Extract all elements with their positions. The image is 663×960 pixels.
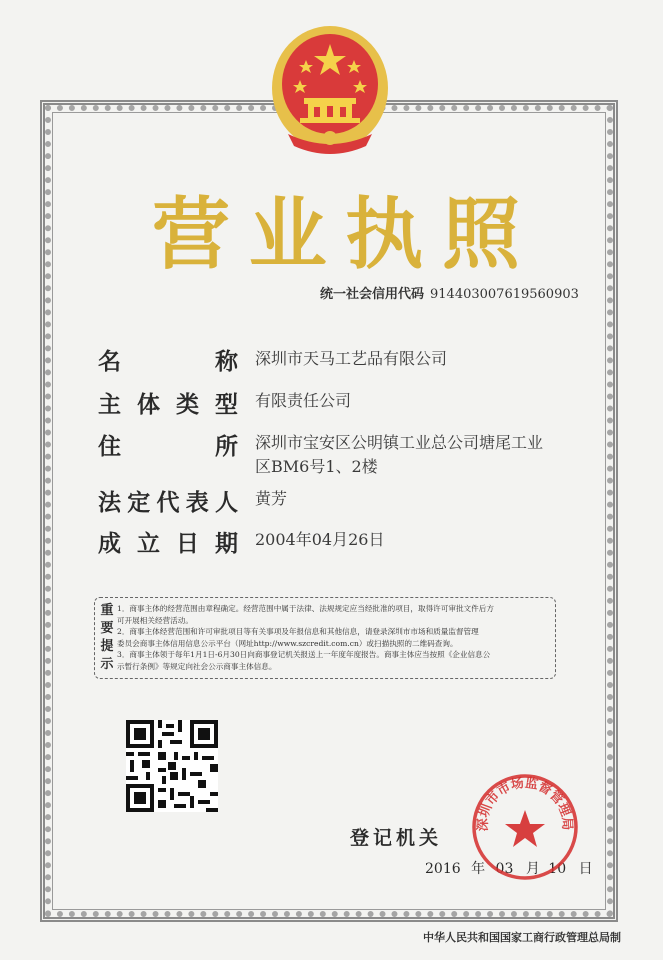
- field-value-representative: 黄芳: [255, 489, 288, 508]
- notice-line: 1．商事主体的经营范围由章程确定。经营范围中属于法律、法规规定应当经批准的项目，取得许可审批文件后方: [117, 604, 494, 613]
- seal-text: 深圳市市场监督管理局: [475, 775, 575, 832]
- registration-authority-label: 登记机关: [350, 827, 443, 849]
- registration-day: 10: [548, 861, 567, 877]
- title-char: 业: [248, 190, 327, 280]
- notice-line: 3．商事主体领于每年1月1日-6月30日向商事登记机关报送上一年度年度报告。商事主体应当按照《企业信息公: [117, 650, 491, 660]
- notice-line: 委员会商事主体信用信息公示平台（网址http://www.szcredit.com.cn）或扫描执照的二维码查询。: [117, 638, 458, 648]
- important-notice-box: [94, 597, 556, 679]
- registration-month: 03: [495, 861, 514, 877]
- field-label-address: [98, 428, 238, 461]
- field-label-char: 成: [98, 531, 121, 557]
- field-label-char: 代: [156, 490, 180, 516]
- registration-year: 2016: [425, 861, 461, 877]
- credit-code-value: 914403007619560903: [430, 287, 579, 302]
- national-emblem-icon: [268, 22, 392, 162]
- field-label-name: [98, 343, 238, 376]
- document-title: [146, 178, 526, 278]
- field-value-address-line1: 深圳市宝安区公明镇工业总公司塘尾工业: [255, 433, 544, 452]
- field-label-char: 立: [137, 531, 160, 557]
- notice-body: [117, 603, 553, 673]
- title-char: 执: [345, 190, 424, 280]
- field-label-char: 称: [215, 349, 238, 375]
- field-value-address-line2: 区BM6号1、2楼: [255, 457, 378, 476]
- field-label-char: 名: [98, 349, 121, 375]
- field-label-char: 住: [98, 434, 121, 460]
- field-label-char: 类: [176, 392, 199, 418]
- field-label-char: 日: [176, 531, 199, 557]
- field-label-char: 表: [185, 490, 209, 516]
- field-label-representative: [98, 484, 238, 517]
- field-label-established: [98, 525, 238, 558]
- title-char: 营: [151, 190, 230, 280]
- title-char: 照: [441, 190, 520, 280]
- registration-day-unit: 日: [578, 861, 593, 877]
- credit-code: [320, 283, 579, 302]
- registration-month-unit: 月: [525, 861, 540, 877]
- field-label-char: 期: [215, 531, 238, 557]
- notice-line: 可开展相关经营活动。: [117, 615, 193, 625]
- notice-line: 2．商事主体经营范围和许可审批项目等有关事项及年报信息和其他信息，请登录深圳市市场和质量监督管理: [117, 627, 479, 637]
- notice-heading-char: 示: [100, 657, 114, 672]
- notice-heading-char: 要: [100, 621, 114, 636]
- field-label-char: 定: [127, 490, 151, 516]
- field-label-char: 型: [215, 392, 238, 418]
- field-label-char: 人: [215, 490, 238, 516]
- field-value-name: 深圳市天马工艺品有限公司: [255, 349, 448, 368]
- official-seal-icon: [470, 772, 580, 882]
- field-label-type: [98, 386, 238, 419]
- notice-heading: [99, 602, 115, 674]
- notice-line: 示暂行条例》等规定向社会公示商事主体信息。: [117, 661, 277, 671]
- registration-year-unit: 年: [471, 861, 486, 877]
- credit-code-label: 统一社会信用代码: [320, 287, 425, 302]
- issuer-footer: 中华人民共和国国家工商行政管理总局制: [423, 931, 621, 944]
- field-label-char: 法: [98, 490, 121, 516]
- field-label-char: 体: [137, 392, 160, 418]
- notice-heading-char: 提: [100, 639, 114, 654]
- field-label-char: 所: [215, 434, 238, 460]
- field-label-char: 主: [98, 392, 121, 418]
- field-value-established: 2004年04月26日: [255, 530, 385, 549]
- notice-heading-char: 重: [100, 603, 114, 618]
- field-value-type: 有限责任公司: [255, 391, 352, 410]
- qr-code-icon[interactable]: [126, 720, 218, 812]
